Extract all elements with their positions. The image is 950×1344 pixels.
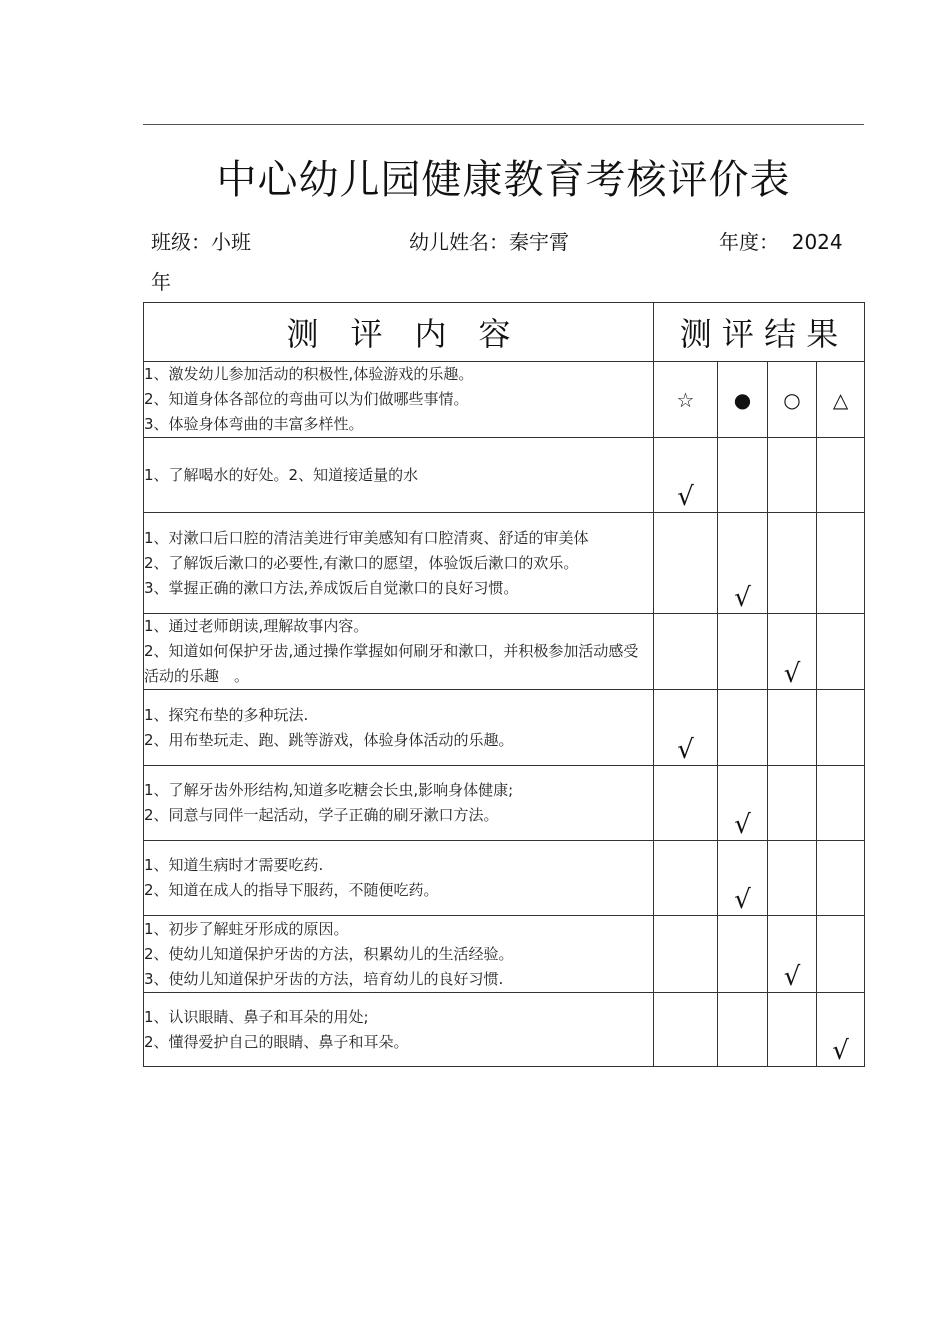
content-line: 2、用布垫玩走、跑、跳等游戏，体验身体活动的乐趣。 bbox=[144, 730, 514, 749]
year-label: 年度： bbox=[719, 230, 779, 254]
result-cell bbox=[654, 690, 718, 766]
year-value: 2024 bbox=[791, 230, 843, 254]
check-mark: √ bbox=[734, 810, 751, 840]
evaluation-content bbox=[144, 841, 654, 916]
result-cell bbox=[768, 766, 817, 841]
table-row bbox=[144, 362, 865, 438]
check-mark: √ bbox=[783, 659, 801, 689]
result-cell bbox=[718, 766, 768, 841]
evaluation-content bbox=[144, 614, 654, 690]
table-header-row bbox=[144, 303, 865, 362]
evaluation-content bbox=[144, 438, 654, 513]
result-cell bbox=[718, 841, 768, 916]
evaluation-content bbox=[144, 513, 654, 614]
legend-symbol: △ bbox=[817, 362, 865, 438]
result-cell bbox=[817, 438, 865, 513]
check-mark: √ bbox=[734, 885, 751, 915]
table-row bbox=[144, 513, 865, 614]
table-row bbox=[144, 841, 865, 916]
result-cell bbox=[718, 993, 768, 1067]
result-cell bbox=[654, 916, 718, 993]
result-cell bbox=[718, 690, 768, 766]
evaluation-table bbox=[143, 302, 865, 1067]
result-cell bbox=[817, 614, 865, 690]
table-row bbox=[144, 438, 865, 513]
header-result: 测 评 结 果 bbox=[654, 303, 865, 362]
table-body bbox=[144, 362, 865, 1067]
evaluation-content bbox=[144, 993, 654, 1067]
table-row bbox=[144, 993, 865, 1067]
table-row bbox=[144, 614, 865, 690]
legend-symbol: ● bbox=[718, 362, 768, 438]
evaluation-content bbox=[144, 690, 654, 766]
legend-symbol: ○ bbox=[768, 362, 817, 438]
result-cell bbox=[768, 690, 817, 766]
content-line: 2、知道身体各部位的弯曲可以为们做哪些事情。 bbox=[144, 390, 469, 408]
content-line: 2、知道如何保护牙齿,通过操作掌握如何刷牙和漱口，并积极参加活动感受活动的乐趣 。 bbox=[144, 642, 639, 685]
result-cell bbox=[768, 513, 817, 614]
check-mark: √ bbox=[783, 962, 801, 992]
result-cell bbox=[768, 916, 817, 993]
content-line: 1、了解牙齿外形结构,知道多吃糖会长虫,影响身体健康; bbox=[144, 781, 514, 799]
class-label: 班级：小班 bbox=[151, 230, 251, 254]
page-top-rule bbox=[143, 124, 864, 125]
header-content: 测 评 内 容 bbox=[144, 303, 654, 362]
content-line: 1、知道生病时才需要吃药. bbox=[144, 856, 324, 874]
check-mark: √ bbox=[734, 583, 751, 613]
result-cell bbox=[654, 614, 718, 690]
result-cell bbox=[817, 993, 865, 1067]
result-cell bbox=[817, 690, 865, 766]
evaluation-content bbox=[144, 362, 654, 438]
table-row bbox=[144, 766, 865, 841]
content-line: 2、使幼儿知道保护牙齿的方法，积累幼儿的生活经验。 bbox=[144, 944, 514, 963]
check-mark: √ bbox=[832, 1036, 849, 1066]
name-label: 幼儿姓名： bbox=[409, 230, 509, 254]
name-value: 秦宇霄 bbox=[509, 230, 569, 254]
content-line: 1、了解喝水的好处。2、知道接适量的水 bbox=[144, 465, 419, 484]
result-cell bbox=[654, 766, 718, 841]
legend-symbol: ☆ bbox=[654, 362, 718, 438]
content-line: 3、掌握正确的漱口方法,养成饭后自觉漱口的良好习惯。 bbox=[144, 578, 519, 597]
result-cell bbox=[718, 916, 768, 993]
result-cell bbox=[654, 993, 718, 1067]
result-cell bbox=[817, 841, 865, 916]
evaluation-content bbox=[144, 916, 654, 993]
content-line: 1、认识眼睛、鼻子和耳朵的用处; bbox=[144, 1007, 369, 1026]
page-title: 中心幼儿园健康教育考核评价表 bbox=[216, 157, 791, 203]
year-suffix: 年 bbox=[151, 270, 171, 294]
content-line: 2、知道在成人的指导下服药，不随便吃药。 bbox=[144, 881, 439, 899]
year-field bbox=[719, 226, 843, 255]
result-cell bbox=[718, 513, 768, 614]
content-line: 2、了解饭后漱口的必要性,有漱口的愿望，体验饭后漱口的欢乐。 bbox=[144, 553, 579, 572]
result-cell bbox=[768, 993, 817, 1067]
evaluation-content bbox=[144, 766, 654, 841]
table-row bbox=[144, 690, 865, 766]
result-cell bbox=[654, 841, 718, 916]
content-line: 1、初步了解蛀牙形成的原因。 bbox=[144, 919, 349, 938]
content-line: 2、同意与同伴一起活动，学子正确的刷牙漱口方法。 bbox=[144, 806, 499, 824]
result-cell bbox=[654, 438, 718, 513]
result-cell bbox=[817, 766, 865, 841]
result-cell bbox=[718, 438, 768, 513]
content-line: 2、懂得爱护自己的眼睛、鼻子和耳朵。 bbox=[144, 1032, 409, 1051]
check-mark: √ bbox=[677, 735, 694, 765]
check-mark: √ bbox=[677, 482, 694, 512]
result-cell bbox=[654, 513, 718, 614]
result-cell bbox=[768, 438, 817, 513]
result-cell bbox=[817, 513, 865, 614]
table-row bbox=[144, 916, 865, 993]
content-line: 3、体验身体弯曲的丰富多样性。 bbox=[144, 415, 364, 433]
name-field bbox=[409, 226, 569, 255]
content-line: 1、探究布垫的多种玩法. bbox=[144, 705, 309, 724]
result-cell bbox=[768, 841, 817, 916]
content-line: 1、激发幼儿参加活动的积极性,体验游戏的乐趣。 bbox=[144, 365, 474, 383]
result-cell bbox=[817, 916, 865, 993]
content-line: 3、使幼儿知道保护牙齿的方法，培育幼儿的良好习惯. bbox=[144, 969, 504, 988]
content-line: 1、对漱口后口腔的清洁美进行审美感知有口腔清爽、舒适的审美体 bbox=[144, 528, 589, 547]
result-cell bbox=[718, 614, 768, 690]
result-cell bbox=[768, 614, 817, 690]
content-line: 1、通过老师朗读,理解故事内容。 bbox=[144, 617, 369, 635]
